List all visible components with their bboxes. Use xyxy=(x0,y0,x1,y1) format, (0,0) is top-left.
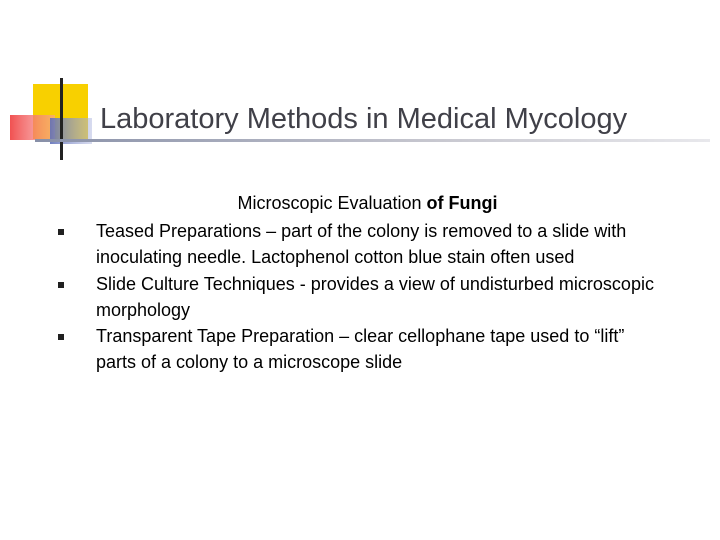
slide-subtitle xyxy=(100,190,635,216)
bullet-item xyxy=(55,218,655,271)
horizontal-rule xyxy=(35,139,710,142)
bullet-text: Teased Preparations – part of the colony is removed to a slide with inoculating needle. Lactophenol cotton blue stain often used xyxy=(96,221,627,268)
slide-title: Laboratory Methods in Medical Mycology xyxy=(100,103,628,135)
bullet-text: Slide Culture Techniques - provides a view of undisturbed microscopic morphology xyxy=(96,273,654,320)
bullet-list xyxy=(55,218,655,376)
subtitle-bold: of Fungi xyxy=(426,193,498,213)
bullet-item xyxy=(55,323,655,376)
bullet-item xyxy=(55,271,655,324)
bullet-text: Transparent Tape Preparation – clear cellophane tape used to “lift” parts of a colony to a microscope slide xyxy=(96,326,625,373)
square-bullet-icon xyxy=(58,282,64,288)
square-bullet-icon xyxy=(58,334,64,340)
red-block xyxy=(10,115,55,140)
vertical-rule xyxy=(60,78,63,160)
square-bullet-icon xyxy=(58,229,64,235)
subtitle-normal: Microscopic Evaluation xyxy=(237,193,427,213)
